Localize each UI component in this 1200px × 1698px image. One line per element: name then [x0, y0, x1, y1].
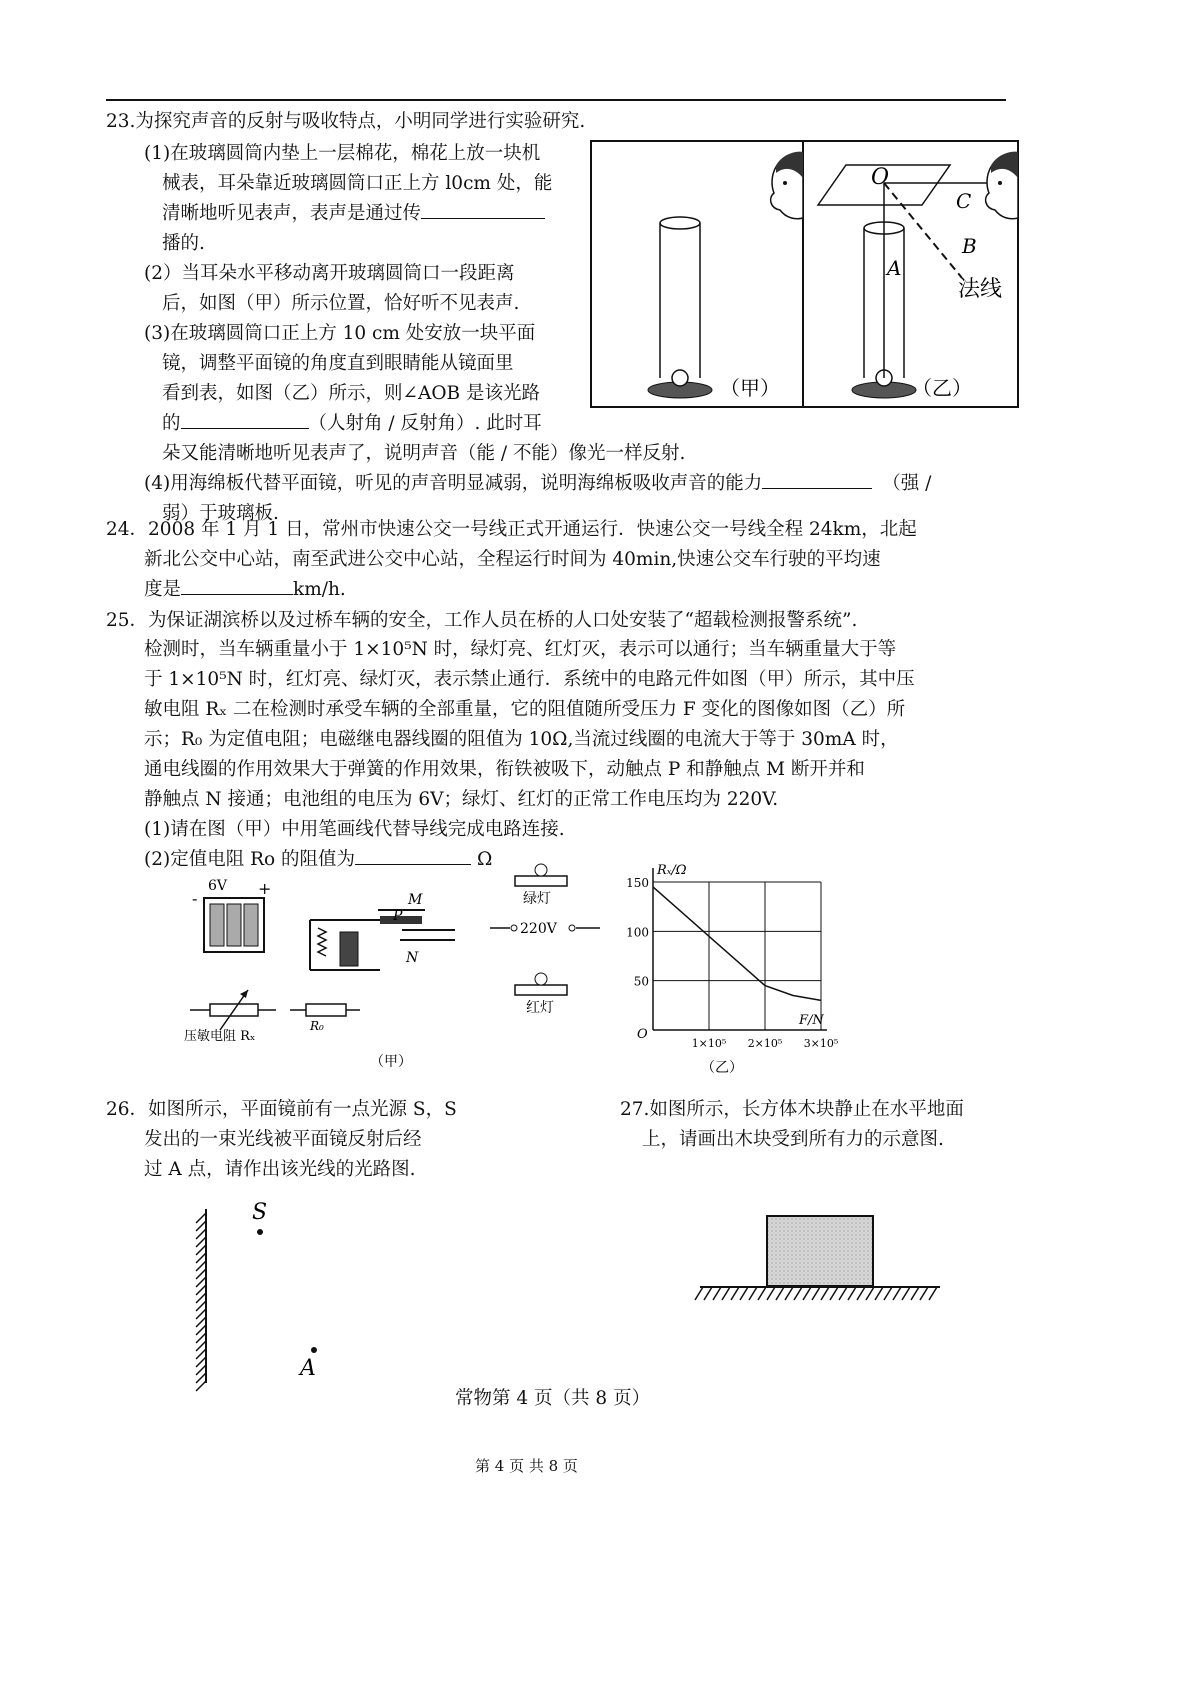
q26-line2: 发出的一束光线被平面镜反射后经 [144, 1129, 422, 1150]
q25-line1: 25．为保证湖滨桥以及过桥车辆的安全，工作人员在桥的人口处安装了“超载检测报警系统”. [106, 610, 858, 631]
svg-text:红灯: 红灯 [526, 1000, 554, 1016]
q23-p4-line1b: （强 / [882, 473, 932, 494]
q23-p2-line1: (2）当耳朵水平移动离开玻璃圆筒口一段距离 [144, 263, 515, 284]
q25-line2: 检测时，当车辆重量小于 1×10⁵N 时，绿灯亮、红灯灭，表示可以通行；当车辆重量大于等 [144, 639, 897, 660]
q23-p3-line1: (3)在玻璃圆筒口正上方 10 cm 处安放一块平面 [144, 323, 536, 344]
point-S [257, 1229, 263, 1235]
q23-blank-2[interactable] [181, 410, 309, 429]
q25-line5: 示；R₀ 为定值电阻；电磁继电器线圈的阻值为 10Ω,当流过线圈的电流大于等于 30mA 时， [144, 729, 899, 750]
chart-grid [653, 882, 821, 1030]
label-A: A [887, 256, 902, 280]
q23-blank-3[interactable] [762, 470, 872, 489]
q24-unit: km/h. [293, 579, 346, 600]
cylinder-jia [648, 217, 712, 398]
q23-p3-line4b: （人射角 / 反射角）. 此时耳 [308, 413, 542, 434]
q24-line2: 新北公交中心站，南至武进公交中心站，全程运行时间为 40min,快速公交车行驶的平均速 [144, 549, 881, 570]
q23-p3-line2: 镜，调整平面镜的角度直到眼睛能从镜面里 [162, 353, 514, 374]
chart-axes [653, 868, 827, 1030]
q25-line3: 于 1×10⁵N 时，红灯亮、绿灯灭，表示禁止通行．系统中的电路元件如图（甲）所示，其中压 [144, 669, 915, 690]
q23-blank-1[interactable] [421, 200, 545, 219]
svg-text:绿灯: 绿灯 [523, 891, 551, 907]
q24-line3a: 度是 [144, 579, 182, 600]
label-yi: （乙） [912, 376, 972, 400]
q23-p1-line3: 清晰地听见表声，表声是通过传 [162, 203, 422, 224]
x-tick-label: 3×10⁵ [803, 1037, 839, 1050]
pressure-resistor-icon [184, 990, 276, 1044]
q23-p1-line4: 播的. [162, 233, 205, 254]
q25-line4: 敏电阻 Rₓ 二在检测时承受车辆的全部重量，它的阻值随所受压力 F 变化的图像如图（乙）所 [144, 699, 906, 720]
q23-p1-line1: (1)在玻璃圆筒内垫上一层棉花，棉花上放一块机 [144, 143, 541, 164]
q27-line2: 上，请画出木块受到所有力的示意图. [642, 1129, 944, 1150]
q23-intro: 23.为探究声音的反射与吸收特点，小明同学进行实验研究. [106, 111, 586, 132]
svg-text:P: P [393, 908, 403, 924]
chart-series-line [653, 887, 821, 1000]
q24-line1: 24．2008 年 1 月 1 日，常州市快速公交一号线正式开通运行．快速公交一号线全程 24km，北起 [106, 519, 917, 540]
head-yi-icon [986, 152, 1018, 219]
q23-p1-line2: 械表，耳朵靠近玻璃圆筒口正上方 l0cm 处，能 [162, 173, 553, 194]
chart-xlabel: F/N [799, 1013, 824, 1028]
q23-p3-line5: 朵又能清晰地听见表声了，说明声音（能 / 不能）像光一样反射. [162, 443, 686, 464]
q26-line3: 过 A 点，请作出该光线的光路图. [144, 1159, 416, 1180]
q25-line6: 通电线圈的作用效果大于弹簧的作用效果，衔铁被吸下，动触点 P 和静触点 M 断开并和 [144, 759, 865, 780]
q23-figure [590, 138, 1020, 410]
ground-hatching [695, 1287, 937, 1300]
q25-sub2: (2)定值电阻 Ro 的阻值为 [144, 849, 356, 870]
q27-figure [695, 1210, 945, 1310]
top-rule [106, 99, 1006, 101]
label-O: O [871, 165, 890, 190]
wood-block [767, 1216, 873, 1286]
q25-sub1: (1)请在图（甲）中用笔画线代替导线完成电路连接. [144, 819, 565, 840]
q23-p3-line3: 看到表，如图（乙）所示，则∠AOB 是该光路 [162, 383, 541, 404]
q23-p2-line2: 后，如图（甲）所示位置，恰好听不见表声. [162, 293, 520, 314]
label-jia: （甲） [720, 376, 780, 400]
svg-text:R₀: R₀ [310, 1019, 324, 1033]
q23-p4-line1a: (4)用海绵板代替平面镜，听见的声音明显减弱，说明海绵板吸收声音的能力 [144, 473, 763, 494]
relay-icon [310, 892, 455, 970]
x-tick-label: 1×10⁵ [691, 1037, 727, 1050]
point-A [311, 1347, 317, 1353]
chart-origin: O [637, 1027, 648, 1042]
point-A-label: A [300, 1356, 316, 1381]
q25-blank[interactable] [355, 846, 471, 865]
label-normal: 法线 [958, 277, 1003, 302]
page-number: 第 4 页 共 8 页 [475, 1457, 578, 1475]
q25-line7: 静触点 N 接通；电池组的电压为 6V；绿灯、红灯的正常工作电压均为 220V. [144, 789, 779, 810]
svg-text:+: + [258, 879, 272, 898]
mirror-hatching [196, 1213, 206, 1391]
q23-p4-line2: 弱）于玻璃板. [162, 503, 279, 524]
red-lamp-icon [515, 973, 567, 1016]
q26-figure [182, 1195, 342, 1390]
svg-text:6V: 6V [208, 878, 228, 894]
rx-chart [625, 858, 839, 1080]
battery-icon [192, 878, 271, 952]
y-tick-label: 100 [626, 925, 649, 940]
q27-line1: 27.如图所示，长方体木块静止在水平地面 [620, 1099, 964, 1120]
q25-unit: Ω [477, 849, 493, 870]
svg-text:-: - [192, 889, 198, 908]
y-tick-label: 150 [626, 876, 649, 890]
label-C: C [956, 189, 972, 213]
green-lamp-icon [515, 864, 567, 907]
svg-text:220V: 220V [520, 921, 557, 937]
chart-ylabel: Rₓ/Ω [657, 863, 687, 878]
svg-text:M: M [408, 892, 423, 908]
page-label: 常物第 4 页（共 8 页） [455, 1388, 651, 1409]
q24-blank[interactable] [181, 576, 293, 595]
fixed-resistor-icon [290, 1004, 360, 1033]
q26-line1: 26．如图所示，平面镜前有一点光源 S，S [106, 1099, 457, 1120]
svg-text:压敏电阻 Rₓ: 压敏电阻 Rₓ [184, 1029, 256, 1044]
svg-text:N: N [406, 950, 419, 966]
q23-p3-line4a: 的 [162, 413, 181, 434]
y-tick-label: 50 [633, 974, 649, 989]
x-tick-label: 2×10⁵ [747, 1037, 783, 1050]
label-B: B [962, 234, 977, 258]
chart-caption: （乙） [701, 1060, 743, 1076]
point-S-label: S [252, 1200, 268, 1225]
circuit-figure [180, 870, 610, 1070]
supply-220v [490, 921, 600, 937]
circuit-caption: （甲） [370, 1054, 412, 1070]
head-jia-icon [771, 152, 803, 219]
